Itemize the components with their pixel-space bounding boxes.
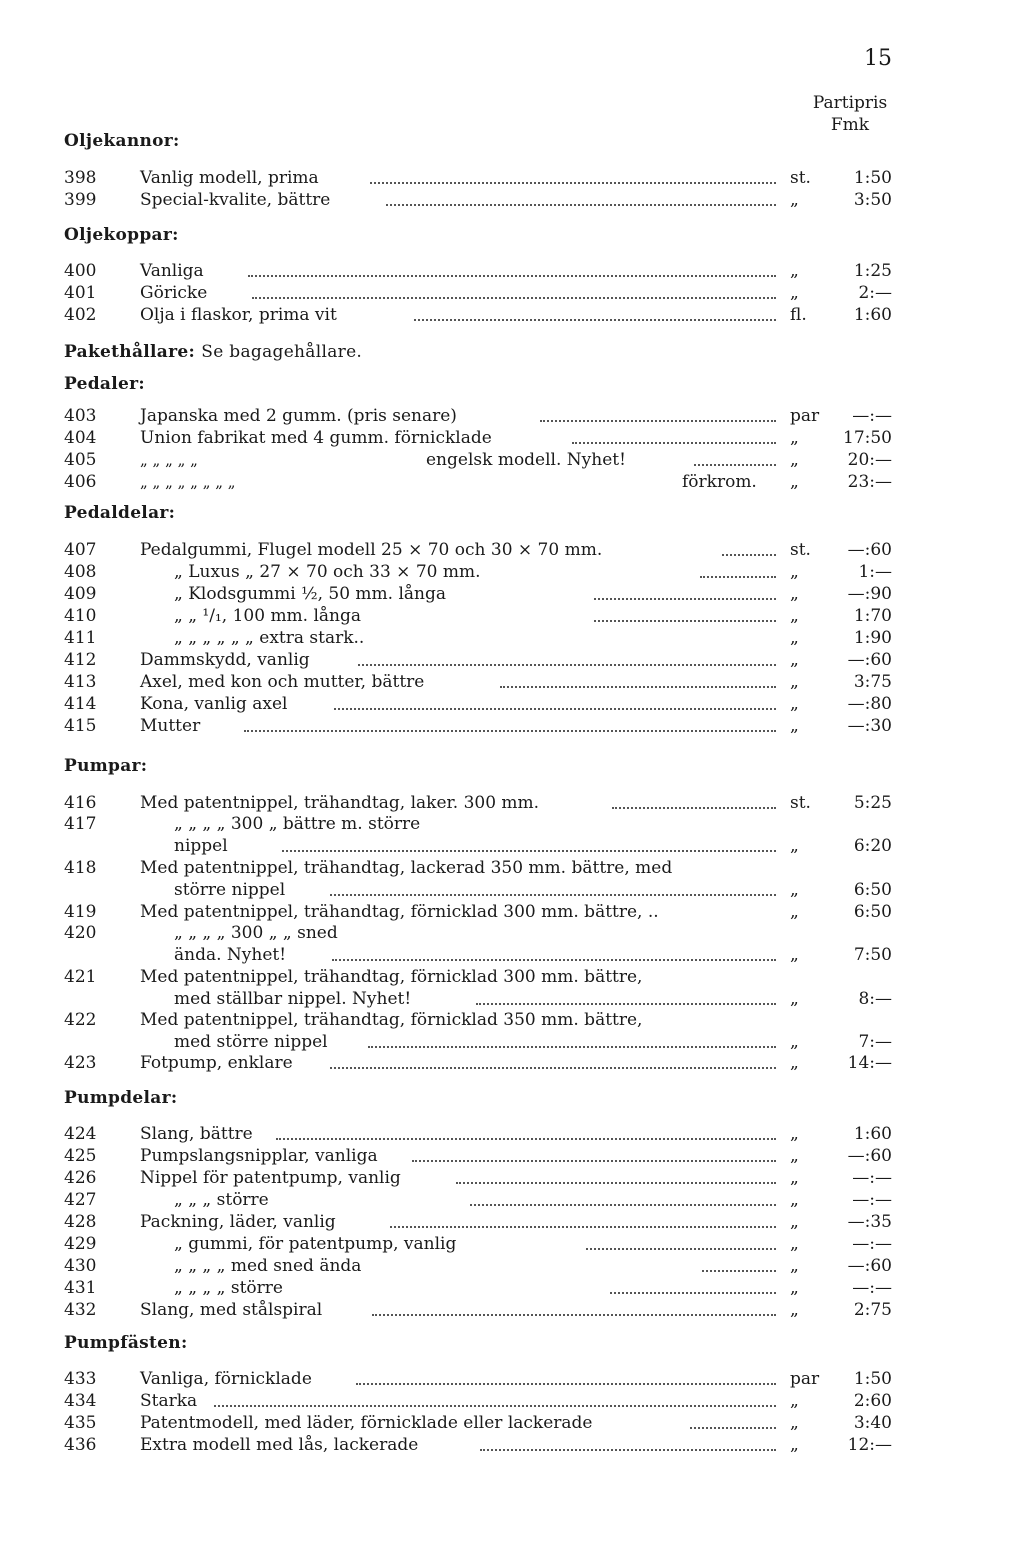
item-description: Axel, med kon och mutter, bättre — [140, 672, 425, 692]
section-title-pedaler: Pedaler: — [64, 374, 145, 394]
item-price: 7:— — [858, 1032, 892, 1052]
item-description: Pumpslangsnipplar, vanliga — [140, 1146, 378, 1166]
dot-leader — [540, 420, 776, 422]
item-description: nippel — [174, 836, 228, 856]
ditto-marks: „ „ „ „ „ „ „ „ — [140, 473, 236, 491]
item-description: „ Klodsgummi ½, 50 mm. långa — [174, 584, 447, 604]
item-unit: „ — [790, 1190, 799, 1210]
table-row — [0, 671, 1024, 693]
item-description: ända. Nyhet! — [174, 945, 287, 965]
dot-leader — [456, 1182, 776, 1184]
item-description: Med patentnippel, trähandtag, lackerad 350 mm. bättre, med — [140, 858, 673, 878]
item-price: 12:— — [847, 1435, 892, 1455]
item-price: 6:50 — [853, 902, 892, 922]
dot-leader — [244, 730, 776, 732]
section-title-pumpar: Pumpar: — [64, 756, 148, 776]
item-price: 23:— — [847, 472, 892, 492]
item-number: 435 — [64, 1413, 97, 1433]
dot-leader — [334, 708, 776, 710]
item-number: 412 — [64, 650, 97, 670]
item-number: 424 — [64, 1124, 97, 1144]
table-row — [0, 857, 1024, 879]
item-number: 425 — [64, 1146, 97, 1166]
item-unit: „ — [790, 1146, 799, 1166]
item-description: Fotpump, enklare — [140, 1053, 293, 1073]
item-unit: „ — [790, 428, 799, 448]
item-number: 417 — [64, 814, 97, 834]
item-price: 1:— — [858, 562, 892, 582]
item-number: 410 — [64, 606, 97, 626]
item-number: 401 — [64, 283, 97, 303]
item-price: —:— — [852, 1278, 892, 1298]
item-description: engelsk modell. Nyhet! — [426, 450, 626, 470]
dot-leader — [470, 1204, 776, 1206]
item-number: 421 — [64, 967, 97, 987]
table-row — [0, 1052, 1024, 1074]
item-unit: „ — [790, 1168, 799, 1188]
page-number: 15 — [864, 46, 892, 71]
section-title-pumpdelar: Pumpdelar: — [64, 1088, 178, 1108]
dot-leader — [332, 959, 776, 961]
item-number: 402 — [64, 305, 97, 325]
item-unit: „ — [790, 989, 799, 1009]
item-description: Kona, vanlig axel — [140, 694, 288, 714]
item-description: Vanliga — [140, 261, 204, 281]
dot-leader — [412, 1160, 776, 1162]
table-row — [0, 1390, 1024, 1412]
table-row — [0, 966, 1024, 988]
dot-leader — [610, 1292, 776, 1294]
table-row — [0, 1368, 1024, 1390]
item-description: Med patentnippel, trähandtag, förnicklad 300 mm. bättre, .. — [140, 902, 659, 922]
item-price: 1:50 — [853, 168, 892, 188]
item-unit: „ — [790, 902, 799, 922]
item-description: Union fabrikat med 4 gumm. förnicklade — [140, 428, 492, 448]
item-description: Med patentnippel, trähandtag, förnicklad 300 mm. bättre, — [140, 967, 643, 987]
item-price: —:60 — [847, 540, 892, 560]
table-row — [0, 561, 1024, 583]
item-description: Extra modell med lås, lackerade — [140, 1435, 419, 1455]
table-row — [0, 1123, 1024, 1145]
item-price: 17:50 — [843, 428, 892, 448]
table-row — [0, 167, 1024, 189]
item-number: 436 — [64, 1435, 97, 1455]
dot-leader — [252, 297, 776, 299]
item-price: —:— — [852, 1190, 892, 1210]
dot-leader — [594, 620, 776, 622]
item-price: 2:75 — [853, 1300, 892, 1320]
table-row-continuation — [0, 1031, 1024, 1053]
table-row — [0, 1255, 1024, 1277]
table-row — [0, 1277, 1024, 1299]
item-price: 1:60 — [853, 305, 892, 325]
item-unit: „ — [790, 1391, 799, 1411]
item-price: 6:50 — [853, 880, 892, 900]
item-number: 411 — [64, 628, 97, 648]
item-unit: „ — [790, 606, 799, 626]
item-unit: „ — [790, 628, 799, 648]
item-description: „ „ „ större — [174, 1190, 269, 1210]
item-number: 407 — [64, 540, 97, 560]
table-row-continuation — [0, 879, 1024, 901]
table-row — [0, 813, 1024, 835]
item-unit: par — [790, 406, 820, 426]
item-unit: „ — [790, 1413, 799, 1433]
item-number: 432 — [64, 1300, 97, 1320]
item-unit: „ — [790, 1278, 799, 1298]
dot-leader — [690, 1427, 776, 1429]
item-price: 1:70 — [853, 606, 892, 626]
item-number: 431 — [64, 1278, 97, 1298]
dot-leader — [500, 686, 776, 688]
table-row — [0, 693, 1024, 715]
table-row — [0, 1299, 1024, 1321]
item-number: 433 — [64, 1369, 97, 1389]
section-note: Se bagagehållare. — [201, 342, 363, 362]
item-number: 418 — [64, 858, 97, 878]
section-title-text: Pakethållare: — [64, 342, 196, 362]
item-price: —:60 — [847, 1256, 892, 1276]
item-price: —:— — [852, 1234, 892, 1254]
item-description: Starka — [140, 1391, 198, 1411]
dot-leader — [702, 1270, 776, 1272]
item-unit: „ — [790, 283, 799, 303]
item-description: större nippel — [174, 880, 286, 900]
item-description: „ „ ¹/₁, 100 mm. långa — [174, 606, 362, 626]
table-row — [0, 282, 1024, 304]
table-row — [0, 427, 1024, 449]
dot-leader — [594, 598, 776, 600]
item-description: Dammskydd, vanlig — [140, 650, 310, 670]
item-price: 1:90 — [853, 628, 892, 648]
item-description: „ „ „ „ med sned ända — [174, 1256, 362, 1276]
item-price: 3:40 — [853, 1413, 892, 1433]
item-description: Vanliga, förnicklade — [140, 1369, 312, 1389]
item-price: 1:60 — [853, 1124, 892, 1144]
item-number: 400 — [64, 261, 97, 281]
item-description: Japanska med 2 gumm. (pris senare) — [140, 406, 457, 426]
item-number: 414 — [64, 694, 97, 714]
item-number: 427 — [64, 1190, 97, 1210]
item-unit: „ — [790, 672, 799, 692]
item-price: 8:— — [858, 989, 892, 1009]
table-row — [0, 1009, 1024, 1031]
item-number: 420 — [64, 923, 97, 943]
item-number: 408 — [64, 562, 97, 582]
item-description: med ställbar nippel. Nyhet! — [174, 989, 412, 1009]
item-unit: fl. — [790, 305, 807, 325]
table-row-continuation — [0, 835, 1024, 857]
item-description: „ „ „ „ 300 „ „ sned — [174, 923, 338, 943]
dot-leader — [330, 1067, 776, 1069]
item-price: —:80 — [847, 694, 892, 714]
item-number: 428 — [64, 1212, 97, 1232]
item-price: 1:50 — [853, 1369, 892, 1389]
item-unit: „ — [790, 1032, 799, 1052]
item-number: 422 — [64, 1010, 97, 1030]
table-row — [0, 627, 1024, 649]
section-title-pakethallare — [64, 342, 362, 362]
item-unit: „ — [790, 1300, 799, 1320]
dot-leader — [572, 442, 776, 444]
dot-leader — [276, 1138, 776, 1140]
item-price: —:30 — [847, 716, 892, 736]
dot-leader — [356, 1383, 776, 1385]
dot-leader — [330, 894, 776, 896]
item-number: 415 — [64, 716, 97, 736]
item-unit: „ — [790, 650, 799, 670]
item-unit: st. — [790, 168, 811, 188]
item-unit: „ — [790, 472, 799, 492]
table-row — [0, 922, 1024, 944]
item-number: 413 — [64, 672, 97, 692]
table-row — [0, 605, 1024, 627]
table-row — [0, 1167, 1024, 1189]
item-price: 6:20 — [853, 836, 892, 856]
item-number: 406 — [64, 472, 97, 492]
dot-leader — [414, 319, 776, 321]
item-description: Göricke — [140, 283, 208, 303]
section-title-oljekannor: Oljekannor: — [64, 131, 180, 151]
item-unit: „ — [790, 190, 799, 210]
dot-leader — [372, 1314, 776, 1316]
table-row — [0, 189, 1024, 211]
item-number: 419 — [64, 902, 97, 922]
section-title-pedaldelar: Pedaldelar: — [64, 503, 176, 523]
item-description: Med patentnippel, trähandtag, förnicklad 350 mm. bättre, — [140, 1010, 643, 1030]
item-unit: „ — [790, 716, 799, 736]
item-number: 404 — [64, 428, 97, 448]
dot-leader — [248, 275, 776, 277]
dot-leader — [368, 1046, 776, 1048]
dot-leader — [694, 464, 776, 466]
item-price: 20:— — [847, 450, 892, 470]
item-number: 416 — [64, 793, 97, 813]
item-unit: st. — [790, 540, 811, 560]
item-unit: par — [790, 1369, 820, 1389]
item-unit: „ — [790, 880, 799, 900]
table-row — [0, 405, 1024, 427]
item-number: 426 — [64, 1168, 97, 1188]
item-description: Mutter — [140, 716, 201, 736]
item-description: „ „ „ „ större — [174, 1278, 283, 1298]
table-row — [0, 715, 1024, 737]
item-description: „ „ „ „ 300 „ bättre m. större — [174, 814, 421, 834]
item-description: Special-kvalite, bättre — [140, 190, 331, 210]
item-unit: „ — [790, 584, 799, 604]
dot-leader — [480, 1449, 776, 1451]
price-header-label: Partipris — [812, 93, 888, 113]
item-price: —:— — [852, 1168, 892, 1188]
item-description: Packning, läder, vanlig — [140, 1212, 336, 1232]
item-number: 399 — [64, 190, 97, 210]
item-price: —:— — [852, 406, 892, 426]
dot-leader — [722, 554, 776, 556]
item-description: „ „ „ „ „ „ extra stark.. — [174, 628, 365, 648]
item-description: Nippel för patentpump, vanlig — [140, 1168, 401, 1188]
table-row — [0, 1412, 1024, 1434]
table-row — [0, 1145, 1024, 1167]
item-unit: „ — [790, 1053, 799, 1073]
item-price: 3:50 — [853, 190, 892, 210]
item-unit: „ — [790, 1435, 799, 1455]
item-price: 14:— — [847, 1053, 892, 1073]
dot-leader — [214, 1405, 776, 1407]
item-unit: „ — [790, 562, 799, 582]
ditto-marks: „ „ „ „ „ — [140, 451, 198, 469]
item-unit: „ — [790, 261, 799, 281]
item-number: 423 — [64, 1053, 97, 1073]
table-row — [0, 1434, 1024, 1456]
dot-leader — [390, 1226, 776, 1228]
dot-leader — [370, 182, 776, 184]
table-row-continuation — [0, 988, 1024, 1010]
table-row — [0, 583, 1024, 605]
item-description: förkrom. — [682, 472, 757, 492]
dot-leader — [386, 204, 776, 206]
item-number: 405 — [64, 450, 97, 470]
table-row — [0, 1211, 1024, 1233]
item-unit: „ — [790, 836, 799, 856]
dot-leader — [358, 664, 776, 666]
dot-leader — [612, 807, 776, 809]
item-number: 430 — [64, 1256, 97, 1276]
item-description: Med patentnippel, trähandtag, laker. 300 mm. — [140, 793, 540, 813]
item-unit: „ — [790, 1212, 799, 1232]
section-title-oljekoppar: Oljekoppar: — [64, 225, 179, 245]
item-unit: „ — [790, 1124, 799, 1144]
dot-leader — [476, 1003, 776, 1005]
item-price: 5:25 — [853, 793, 892, 813]
currency-header-label: Fmk — [830, 115, 870, 135]
item-unit: st. — [790, 793, 811, 813]
table-row — [0, 449, 1024, 471]
item-price: —:60 — [847, 1146, 892, 1166]
table-row — [0, 260, 1024, 282]
item-price: 7:50 — [853, 945, 892, 965]
table-row — [0, 539, 1024, 561]
table-row — [0, 649, 1024, 671]
item-description: Patentmodell, med läder, förnicklade eller lackerade — [140, 1413, 593, 1433]
item-description: med större nippel — [174, 1032, 328, 1052]
item-unit: „ — [790, 450, 799, 470]
section-title-pumpfasten: Pumpfästen: — [64, 1333, 188, 1353]
item-number: 409 — [64, 584, 97, 604]
table-row — [0, 1233, 1024, 1255]
item-unit: „ — [790, 694, 799, 714]
item-price: 1:25 — [853, 261, 892, 281]
item-unit: „ — [790, 945, 799, 965]
item-price: —:35 — [847, 1212, 892, 1232]
item-number: 403 — [64, 406, 97, 426]
dot-leader — [700, 576, 776, 578]
item-number: 398 — [64, 168, 97, 188]
table-row — [0, 792, 1024, 814]
item-description: Pedalgummi, Flugel modell 25 × 70 och 30 × 70 mm. — [140, 540, 603, 560]
item-description: „ Luxus „ 27 × 70 och 33 × 70 mm. — [174, 562, 481, 582]
item-price: —:60 — [847, 650, 892, 670]
item-price: 3:75 — [853, 672, 892, 692]
item-price: 2:60 — [853, 1391, 892, 1411]
item-description: „ gummi, för patentpump, vanlig — [174, 1234, 457, 1254]
item-number: 429 — [64, 1234, 97, 1254]
dot-leader — [586, 1248, 776, 1250]
table-row — [0, 1189, 1024, 1211]
item-number: 434 — [64, 1391, 97, 1411]
item-description: Slang, med stålspiral — [140, 1300, 323, 1320]
table-row — [0, 901, 1024, 923]
item-unit: „ — [790, 1234, 799, 1254]
table-row — [0, 471, 1024, 493]
table-row-continuation — [0, 944, 1024, 966]
item-description: Slang, bättre — [140, 1124, 253, 1144]
item-unit: „ — [790, 1256, 799, 1276]
item-price: —:90 — [847, 584, 892, 604]
item-price: 2:— — [858, 283, 892, 303]
dot-leader — [282, 850, 776, 852]
table-row — [0, 304, 1024, 326]
item-description: Olja i flaskor, prima vit — [140, 305, 337, 325]
item-description: Vanlig modell, prima — [140, 168, 319, 188]
